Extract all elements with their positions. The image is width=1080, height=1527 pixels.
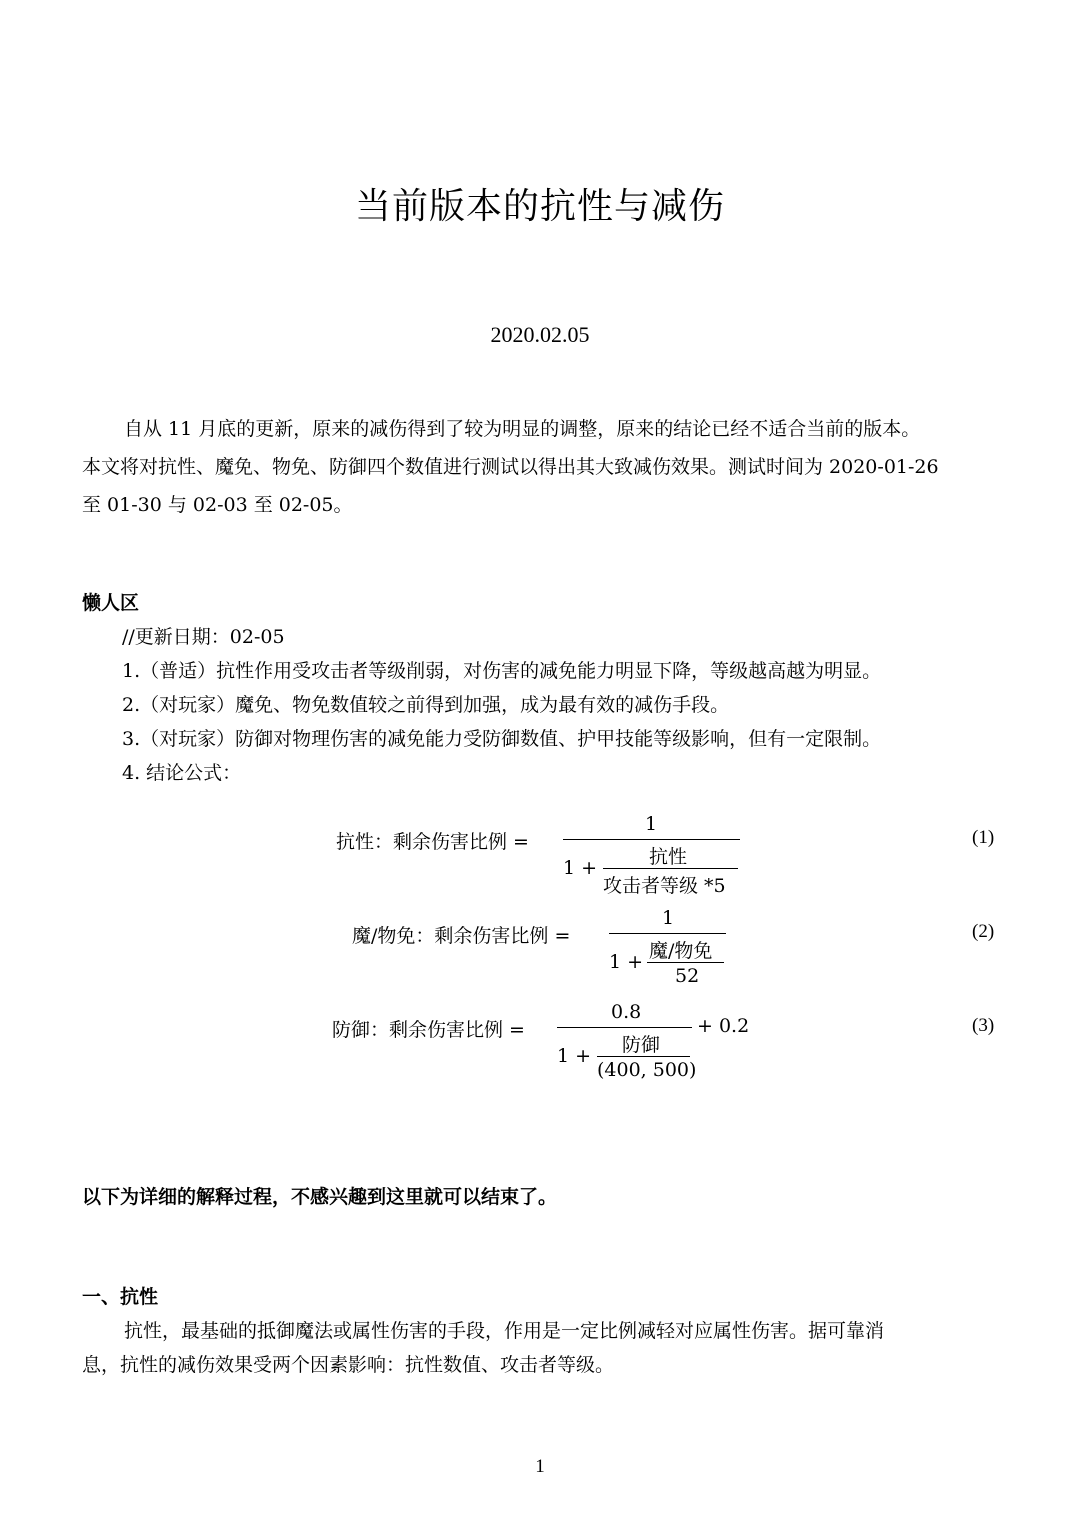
equation-2: [0, 904, 1080, 994]
equation-2-inner-fraction-bar: [647, 962, 724, 963]
equation-2-inner-denominator: 52: [675, 965, 700, 987]
equation-1-fraction-bar: [563, 839, 740, 840]
lazy-item-4: 4. 结论公式：: [122, 762, 242, 784]
page-title: 当前版本的抗性与减伤: [354, 186, 725, 227]
equation-1-inner-fraction-bar: [603, 868, 738, 869]
lazy-heading: 懒人区: [82, 592, 140, 614]
equation-1-inner-denominator: 攻击者等级 *5: [603, 875, 726, 897]
transition-note: 以下为详细的解释过程，不感兴趣到这里就可以结束了。: [82, 1186, 558, 1208]
section-1-paragraph: [82, 1316, 1000, 1386]
equation-3-suffix: + 0.2: [697, 1015, 750, 1037]
equation-2-fraction-bar: [609, 933, 726, 934]
equation-1-one-plus: 1 +: [563, 857, 598, 879]
equation-3-fraction-bar: [557, 1027, 692, 1028]
equation-1-number: (1): [972, 827, 995, 848]
section-1-line-1: 抗性，最基础的抵御魔法或属性伤害的手段，作用是一定比例减轻对应属性伤害。据可靠消: [124, 1320, 885, 1342]
equation-3-inner-numerator: 防御: [622, 1034, 661, 1056]
equation-3-numerator: 0.8: [611, 1001, 642, 1023]
lazy-item-2: 2.（对玩家）魔免、物免数值较之前得到加强，成为最有效的减伤手段。: [122, 694, 730, 716]
publish-date: 2020.02.05: [490, 322, 590, 347]
equation-2-number: (2): [972, 921, 995, 942]
equation-3-number: (3): [972, 1015, 995, 1036]
intro-line-1: 自从 11 月底的更新，原来的减伤得到了较为明显的调整，原来的结论已经不适合当前的版本。: [124, 418, 921, 440]
equation-1-inner-numerator: 抗性: [649, 846, 688, 868]
equation-2-inner-numerator: 魔/物免: [649, 940, 713, 962]
lazy-item-1: 1.（普适）抗性作用受攻击者等级削弱，对伤害的减免能力明显下降，等级越高越为明显。: [122, 660, 882, 682]
section-1-heading: 一、抗性: [82, 1286, 159, 1308]
intro-paragraph: [82, 414, 1000, 524]
equation-1-numerator: 1: [645, 813, 658, 835]
equation-3-inner-fraction-bar: [597, 1056, 690, 1057]
equation-2-one-plus: 1 +: [609, 951, 644, 973]
equation-2-lhs: 魔/物免：剩余伤害比例 =: [352, 925, 571, 947]
equation-3-lhs: 防御：剩余伤害比例 =: [332, 1019, 525, 1041]
equation-2-numerator: 1: [662, 907, 675, 929]
equation-3-inner-denominator: (400, 500): [597, 1059, 697, 1081]
equation-3-one-plus: 1 +: [557, 1045, 592, 1067]
equation-1-lhs: 抗性：剩余伤害比例 =: [336, 831, 529, 853]
lazy-item-3: 3.（对玩家）防御对物理伤害的减免能力受防御数值、护甲技能等级影响，但有一定限制。: [122, 728, 882, 750]
section-1-line-2: 息，抗性的减伤效果受两个因素影响：抗性数值、攻击者等级。: [82, 1354, 615, 1376]
equation-3: [0, 998, 1080, 1088]
intro-line-3: 至 01-30 与 02-03 至 02-05。: [82, 494, 353, 516]
intro-line-2: 本文将对抗性、魔免、物免、防御四个数值进行测试以得出其大致减伤效果。测试时间为 2020-01-26: [82, 456, 939, 478]
page-number: 1: [535, 1456, 545, 1477]
lazy-update-date: //更新日期：02-05: [122, 626, 285, 648]
equation-1: [0, 810, 1080, 900]
